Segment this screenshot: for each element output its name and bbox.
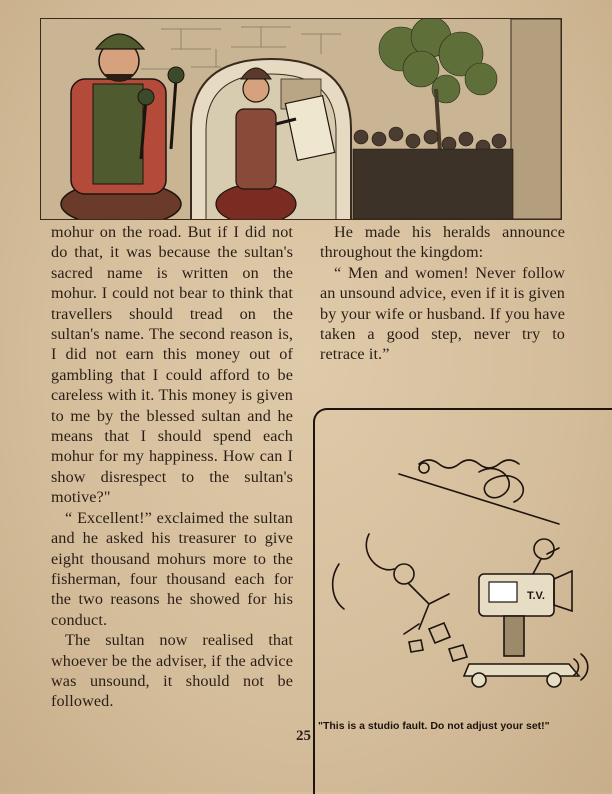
camera-label: T.V.	[527, 590, 545, 602]
paragraph: He made his heralds announce throughout the kingdom:	[320, 223, 565, 262]
cartoon-caption: "This is a studio fault. Do not adjust your set!"	[318, 720, 550, 732]
cartoon-panel	[313, 408, 612, 794]
paragraph: “ Excellent!” exclaimed the sultan and he asked his treasurer to give eight thousand mohurs more to the fisherman, four thousand each for the two reasons he showed for his conduct.	[51, 508, 293, 629]
page-number: 25	[296, 728, 311, 744]
paragraph: “ Men and women! Never follow an unsound advice, even if it is given by your wife or husband. If you have taken a good step, never try to retrace it.”	[320, 263, 565, 364]
tv-camera-cartoon	[329, 454, 591, 694]
left-text-column	[51, 222, 293, 712]
paragraph: The sultan now realised that whoever be the adviser, if the advice was unsound, it should not be followed.	[51, 631, 293, 711]
paragraph: mohur on the road. But if I did not do that, it was because the sultan's sacred name is written on the mohur. I could not bear to think that travellers should tread on the sultan's name. The second reason is, I did not earn this money out of gambling that I could afford to be careless with it. This money is given to me by the blessed sultan and he means that I should spend each mohur for my happiness. How can I show disrespect to the sultan's motive?"	[51, 223, 293, 507]
story-illustration	[40, 18, 562, 220]
right-text-column	[320, 222, 565, 365]
